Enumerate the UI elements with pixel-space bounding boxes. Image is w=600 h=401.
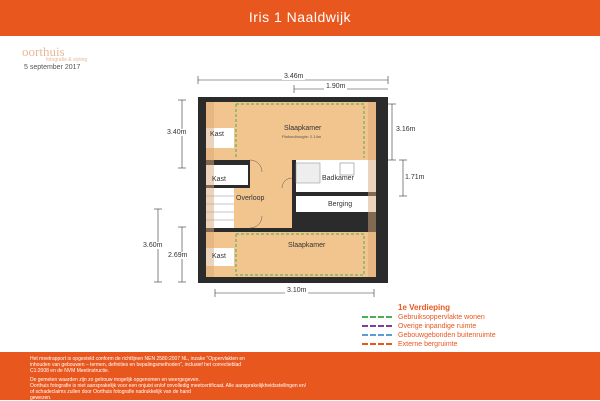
legend-swatch [362,334,392,341]
dim-left-lower-outer: 3.60m [143,242,163,249]
footer-line: inhouden van gebouwen – termen, definities en bepalingsmethoden", inclusief het correctieblad [30,362,242,368]
legend-item [362,333,562,342]
legend-label: Overige inpandige ruimte [398,323,477,330]
room-kast-bottom: Kast [212,253,227,260]
room-overloop: Overloop [236,195,265,202]
legend-item [362,342,562,351]
dim-bottom: 3.10m [287,287,307,294]
dim-right-upper: 3.16m [396,126,416,133]
footer-line: Oorthuis fotografie is niet aansprakelijk voor een onjuist en/of onvolledig meetcertificaat. Alle aansprakelijkheidsstellingen en/ [30,383,306,389]
room-slaapkamer-bottom: Slaapkamer [288,242,326,249]
footer-line: De gemeten waarden zijn zo getrouw mogelijk opgenomen en weergegeven. [30,377,200,383]
legend-swatch [362,325,392,332]
room-slaapkamer-top-height: Plafondhoogte: 2.14m [282,134,322,139]
page-title: Iris 1 Naaldwijk [248,9,352,25]
legend-label: Gebruiksoppervlakte wonen [398,314,485,321]
footer-line: C1:2008 en de NVM Meetinstructie. [30,368,110,374]
room-badkamer: Badkamer [322,175,354,182]
logo-name: oorthuis [22,44,65,59]
dim-top-total: 3.46m [284,73,304,80]
room-kast-top: Kast [210,131,225,138]
legend-label: Externe bergruimte [398,341,458,348]
room-kast-mid: Kast [212,176,227,183]
dim-left-lower-inner: 2.69m [168,252,188,259]
logo-tagline: fotografie & styling [46,57,88,63]
room-slaapkamer-top: Slaapkamer [284,125,322,132]
dim-left-upper: 3.40m [167,129,187,136]
footer-line: gewezen. [30,395,52,401]
dim-top-inner: 1.90m [326,83,346,90]
legend-label: Gebouwgebonden buitenruimte [398,332,496,339]
footer-bar [0,352,600,400]
legend-title: 1e Verdieping [398,303,451,312]
dim-right-mid: 1.71m [405,174,425,181]
date-label: 5 september 2017 [24,64,81,71]
legend-swatch [362,343,392,350]
footer-line: of schadeclaims zullen door Oorthuis fotografie nadrukkelijk van de hand [30,389,191,395]
footer-line: Het meetrapport is opgesteld conform de richtlijnen NEN 2580:2007 NL, inzake "Oppervlakten en [30,356,245,362]
legend-swatch [362,316,392,323]
room-berging: Berging [328,201,353,208]
